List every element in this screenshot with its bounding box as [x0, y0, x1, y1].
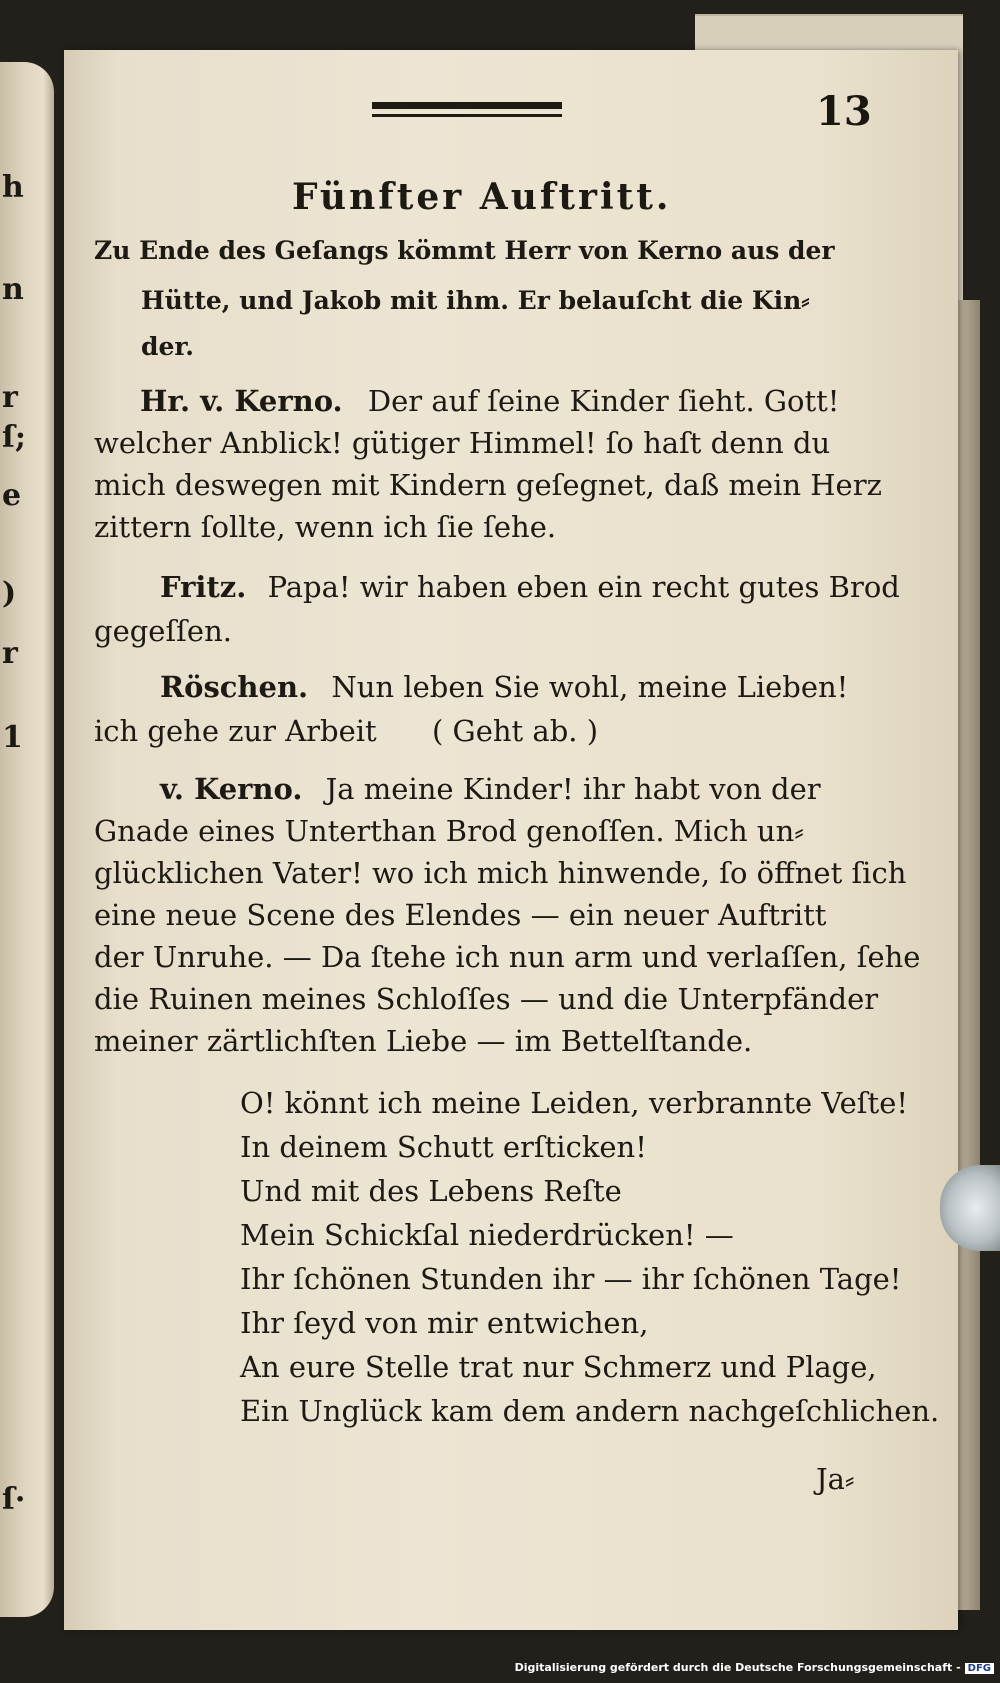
dialogue-line: Papa! wir haben eben ein recht gutes Brod [267, 570, 900, 604]
digitization-credit [515, 1661, 994, 1674]
left-page-fragment: h [2, 170, 24, 205]
catchword: Ja⸗ [816, 1462, 855, 1496]
left-page-edge [0, 62, 54, 1617]
dialogue-line: mich deswegen mit Kindern geſegnet, daß mein Herz [94, 468, 882, 502]
verse-line: An eure Stelle trat nur Schmerz und Plage, [240, 1350, 877, 1384]
dfg-logo-icon: DFG [965, 1663, 994, 1674]
page-number: 13 [816, 88, 872, 135]
verse-line: O! könnt ich meine Leiden, verbrannte Veſte! [240, 1086, 909, 1120]
stage-direction-line: der. [141, 332, 194, 361]
verse-line: Ihr ſchönen Stunden ihr — ihr ſchönen Tage! [240, 1262, 902, 1296]
scene-heading: Fünfter Auftritt. [292, 176, 672, 218]
dialogue-line: Nun leben Sie wohl, meine Lieben! [331, 670, 849, 704]
dialogue-line: die Ruinen meines Schloſſes — und die Unterpfänder [94, 982, 879, 1016]
left-page-fragment: ) [2, 576, 17, 611]
speaker-name: Hr. v. Kerno. [140, 384, 343, 418]
speaker-name: Röschen. [160, 670, 309, 704]
stage-direction-line: Zu Ende des Geſangs kömmt Herr von Kerno aus der [94, 236, 835, 265]
dialogue-line: meiner zärtlichſten Liebe — im Bettelſtande. [94, 1024, 753, 1058]
dialogue-line: ich gehe zur Arbeit ( Geht ab. ) [94, 714, 599, 748]
credit-text: Digitalisierung gefördert durch die Deutsche Forschungsgemeinschaft - [514, 1661, 961, 1674]
dialogue-line: welcher Anblick! gütiger Himmel! ſo haſt denn du [94, 426, 831, 460]
left-page-fragment: r [2, 380, 18, 415]
header-rule [372, 102, 562, 109]
page-edge [958, 300, 980, 1610]
verse-line: Ein Unglück kam dem andern nachgeſchlichen. [240, 1394, 940, 1428]
left-page-fragment: r [2, 636, 18, 671]
dialogue-line: Der auf ſeine Kinder ſieht. Gott! [367, 384, 840, 418]
stage-direction-line: Hütte, und Jakob mit ihm. Er belauſcht die Kin⸗ [141, 286, 810, 315]
dialogue-line: Gnade eines Unterthan Brod genoſſen. Mich un⸗ [94, 814, 804, 848]
dialogue-line: zittern ſollte, wenn ich ſie ſehe. [94, 510, 557, 544]
verse-line: Und mit des Lebens Reſte [240, 1174, 622, 1208]
left-page-fragment: ſ; [2, 420, 26, 455]
dialogue-line: Ja meine Kinder! ihr habt von der [325, 772, 821, 806]
left-page-fragment: e [2, 478, 22, 513]
dialogue-line: eine neue Scene des Elendes — ein neuer Auftritt [94, 898, 827, 932]
header-rule-thin [372, 114, 562, 117]
verse-line: Ihr ſeyd von mir entwichen, [240, 1306, 649, 1340]
speaker-name: v. Kerno. [160, 772, 303, 806]
left-page-fragment: 1 [2, 720, 23, 755]
dialogue-line: glücklichen Vater! wo ich mich hinwende, ſo öffnet ſich [94, 856, 907, 890]
speaker-name: Fritz. [160, 570, 247, 604]
dialogue-line: gegeſſen. [94, 614, 232, 648]
dialogue-line: der Unruhe. — Da ſtehe ich nun arm und verlaſſen, ſehe [94, 940, 921, 974]
left-page-fragment: ſ· [2, 1482, 26, 1517]
left-page-fragment: n [2, 272, 24, 307]
verse-line: In deinem Schutt erſticken! [240, 1130, 647, 1164]
verse-line: Mein Schickſal niederdrücken! — [240, 1218, 734, 1252]
